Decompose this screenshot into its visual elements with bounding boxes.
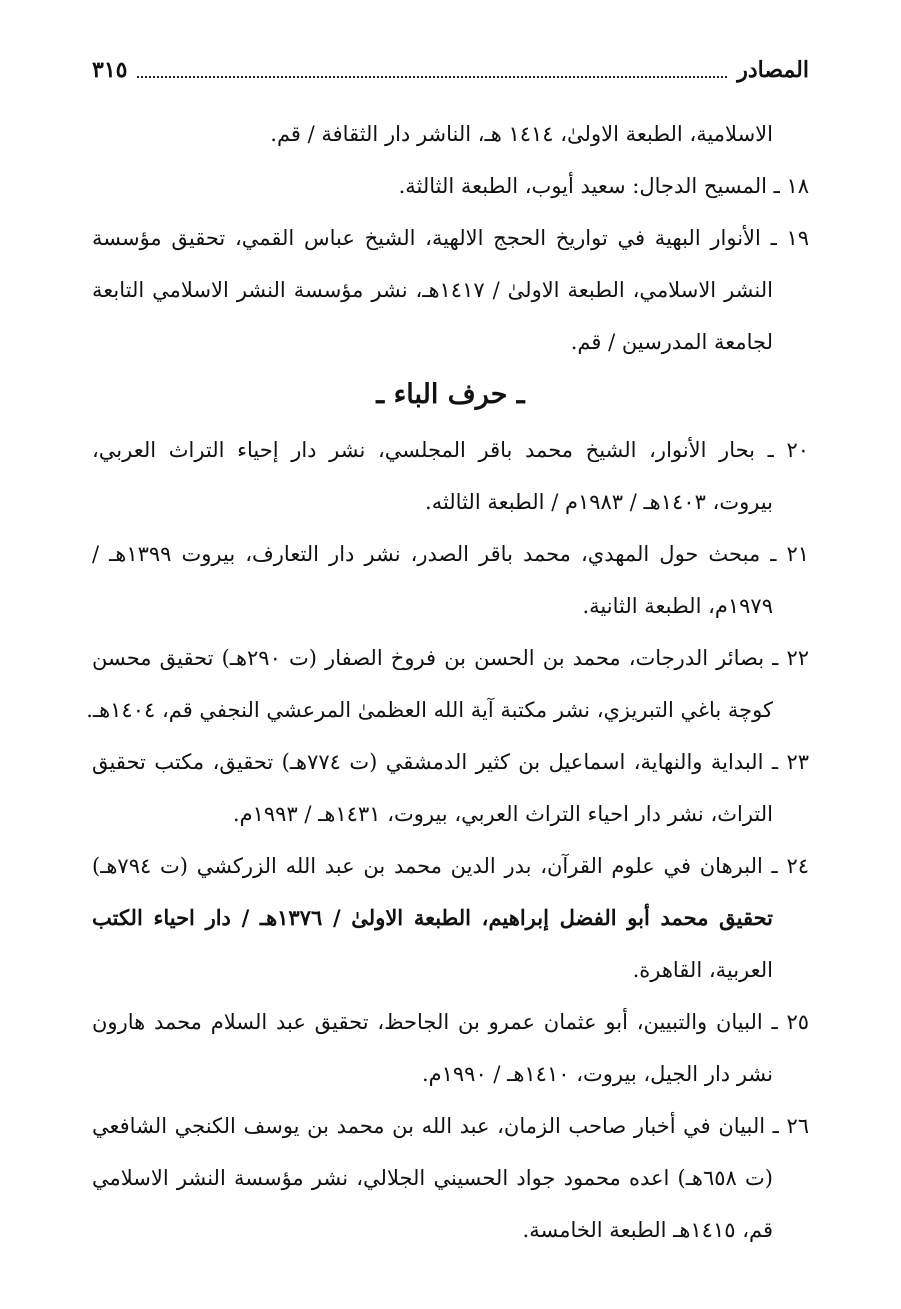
bibliography-line: ١٩ ـ الأنوار البهية في تواريخ الحجج الالهية، الشيخ عباس القمي، تحقيق مؤسسة <box>92 226 809 250</box>
bibliography-line: قم، ١٤١٥هـ الطبعة الخامسة. <box>522 1218 773 1242</box>
bibliography-line: تحقيق محمد أبو الفضل إبراهيم، الطبعة الاولىٰ / ١٣٧٦هـ / دار احياء الكتب <box>92 905 773 930</box>
bibliography-line: العربية، القاهرة. <box>632 958 773 982</box>
bibliography-line: ٢٥ ـ البيان والتبيين، أبو عثمان عمرو بن الجاحظ، تحقيق عبد السلام محمد هارون <box>92 1010 809 1034</box>
bibliography <box>86 108 810 1256</box>
bibliography-line: التراث، نشر دار احياء التراث العربي، بيروت، ١٤٣١هـ / ١٩٩٣م. <box>232 802 773 826</box>
bibliography-line: ٢٦ ـ البيان في أخبار صاحب الزمان، عبد الله بن محمد بن يوسف الكنجي الشافعي <box>92 1114 809 1138</box>
bibliography-line: ٢٢ ـ بصائر الدرجات، محمد بن الحسن بن فروخ الصفار (ت ٢٩٠هـ) تحقيق محسن <box>92 646 809 670</box>
bibliography-line: ١٩٧٩م، الطبعة الثانية. <box>582 594 773 618</box>
bibliography-line: نشر دار الجيل، بيروت، ١٤١٠هـ / ١٩٩٠م. <box>421 1062 773 1086</box>
bibliography-line: ٢٤ ـ البرهان في علوم القرآن، بدر الدين محمد بن عبد الله الزركشي (ت ٧٩٤هـ) <box>92 854 809 878</box>
bibliography-line: كوچة باغي التبريزي، نشر مكتبة آية الله العظمىٰ المرعشي النجفي قم، ١٤٠٤هـ. <box>86 698 773 722</box>
bibliography-line: ٢١ ـ مبحث حول المهدي، محمد باقر الصدر، نشر دار التعارف، بيروت ١٣٩٩هـ / <box>92 542 809 566</box>
bibliography-line: ٢٣ ـ البداية والنهاية، اسماعيل بن كثير الدمشقي (ت ٧٧٤هـ) تحقيق، مكتب تحقيق <box>92 750 810 774</box>
bibliography-line: ٢٠ ـ بحار الأنوار، الشيخ محمد باقر المجلسي، نشر دار إحياء التراث العربي، <box>92 438 809 462</box>
bibliography-line: النشر الاسلامي، الطبعة الاولىٰ / ١٤١٧هـ، نشر مؤسسة النشر الاسلامي التابعة <box>92 278 773 302</box>
bibliography-line: بيروت، ١٤٠٣هـ / ١٩٨٣م / الطبعة الثالثه. <box>425 490 773 514</box>
bibliography-line: الاسلامية، الطبعة الاولىٰ، ١٤١٤ هـ، الناشر دار الثقافة / قم. <box>270 122 773 146</box>
leader-dots <box>137 62 727 78</box>
bibliography-line: (ت ٦٥٨هـ) اعده محمود جواد الحسيني الجلالي، نشر مؤسسة النشر الاسلامي <box>92 1166 773 1190</box>
page-number: ٣١٥ <box>92 57 128 83</box>
section-heading: ـ حرف الباء ـ <box>376 379 525 410</box>
bibliography-line: ١٨ ـ المسيح الدجال: سعيد أيوب، الطبعة الثالثة. <box>398 174 809 198</box>
running-head <box>92 50 809 90</box>
bibliography-line: لجامعة المدرسين / قم. <box>570 330 773 354</box>
running-head-title: المصادر <box>737 57 809 83</box>
